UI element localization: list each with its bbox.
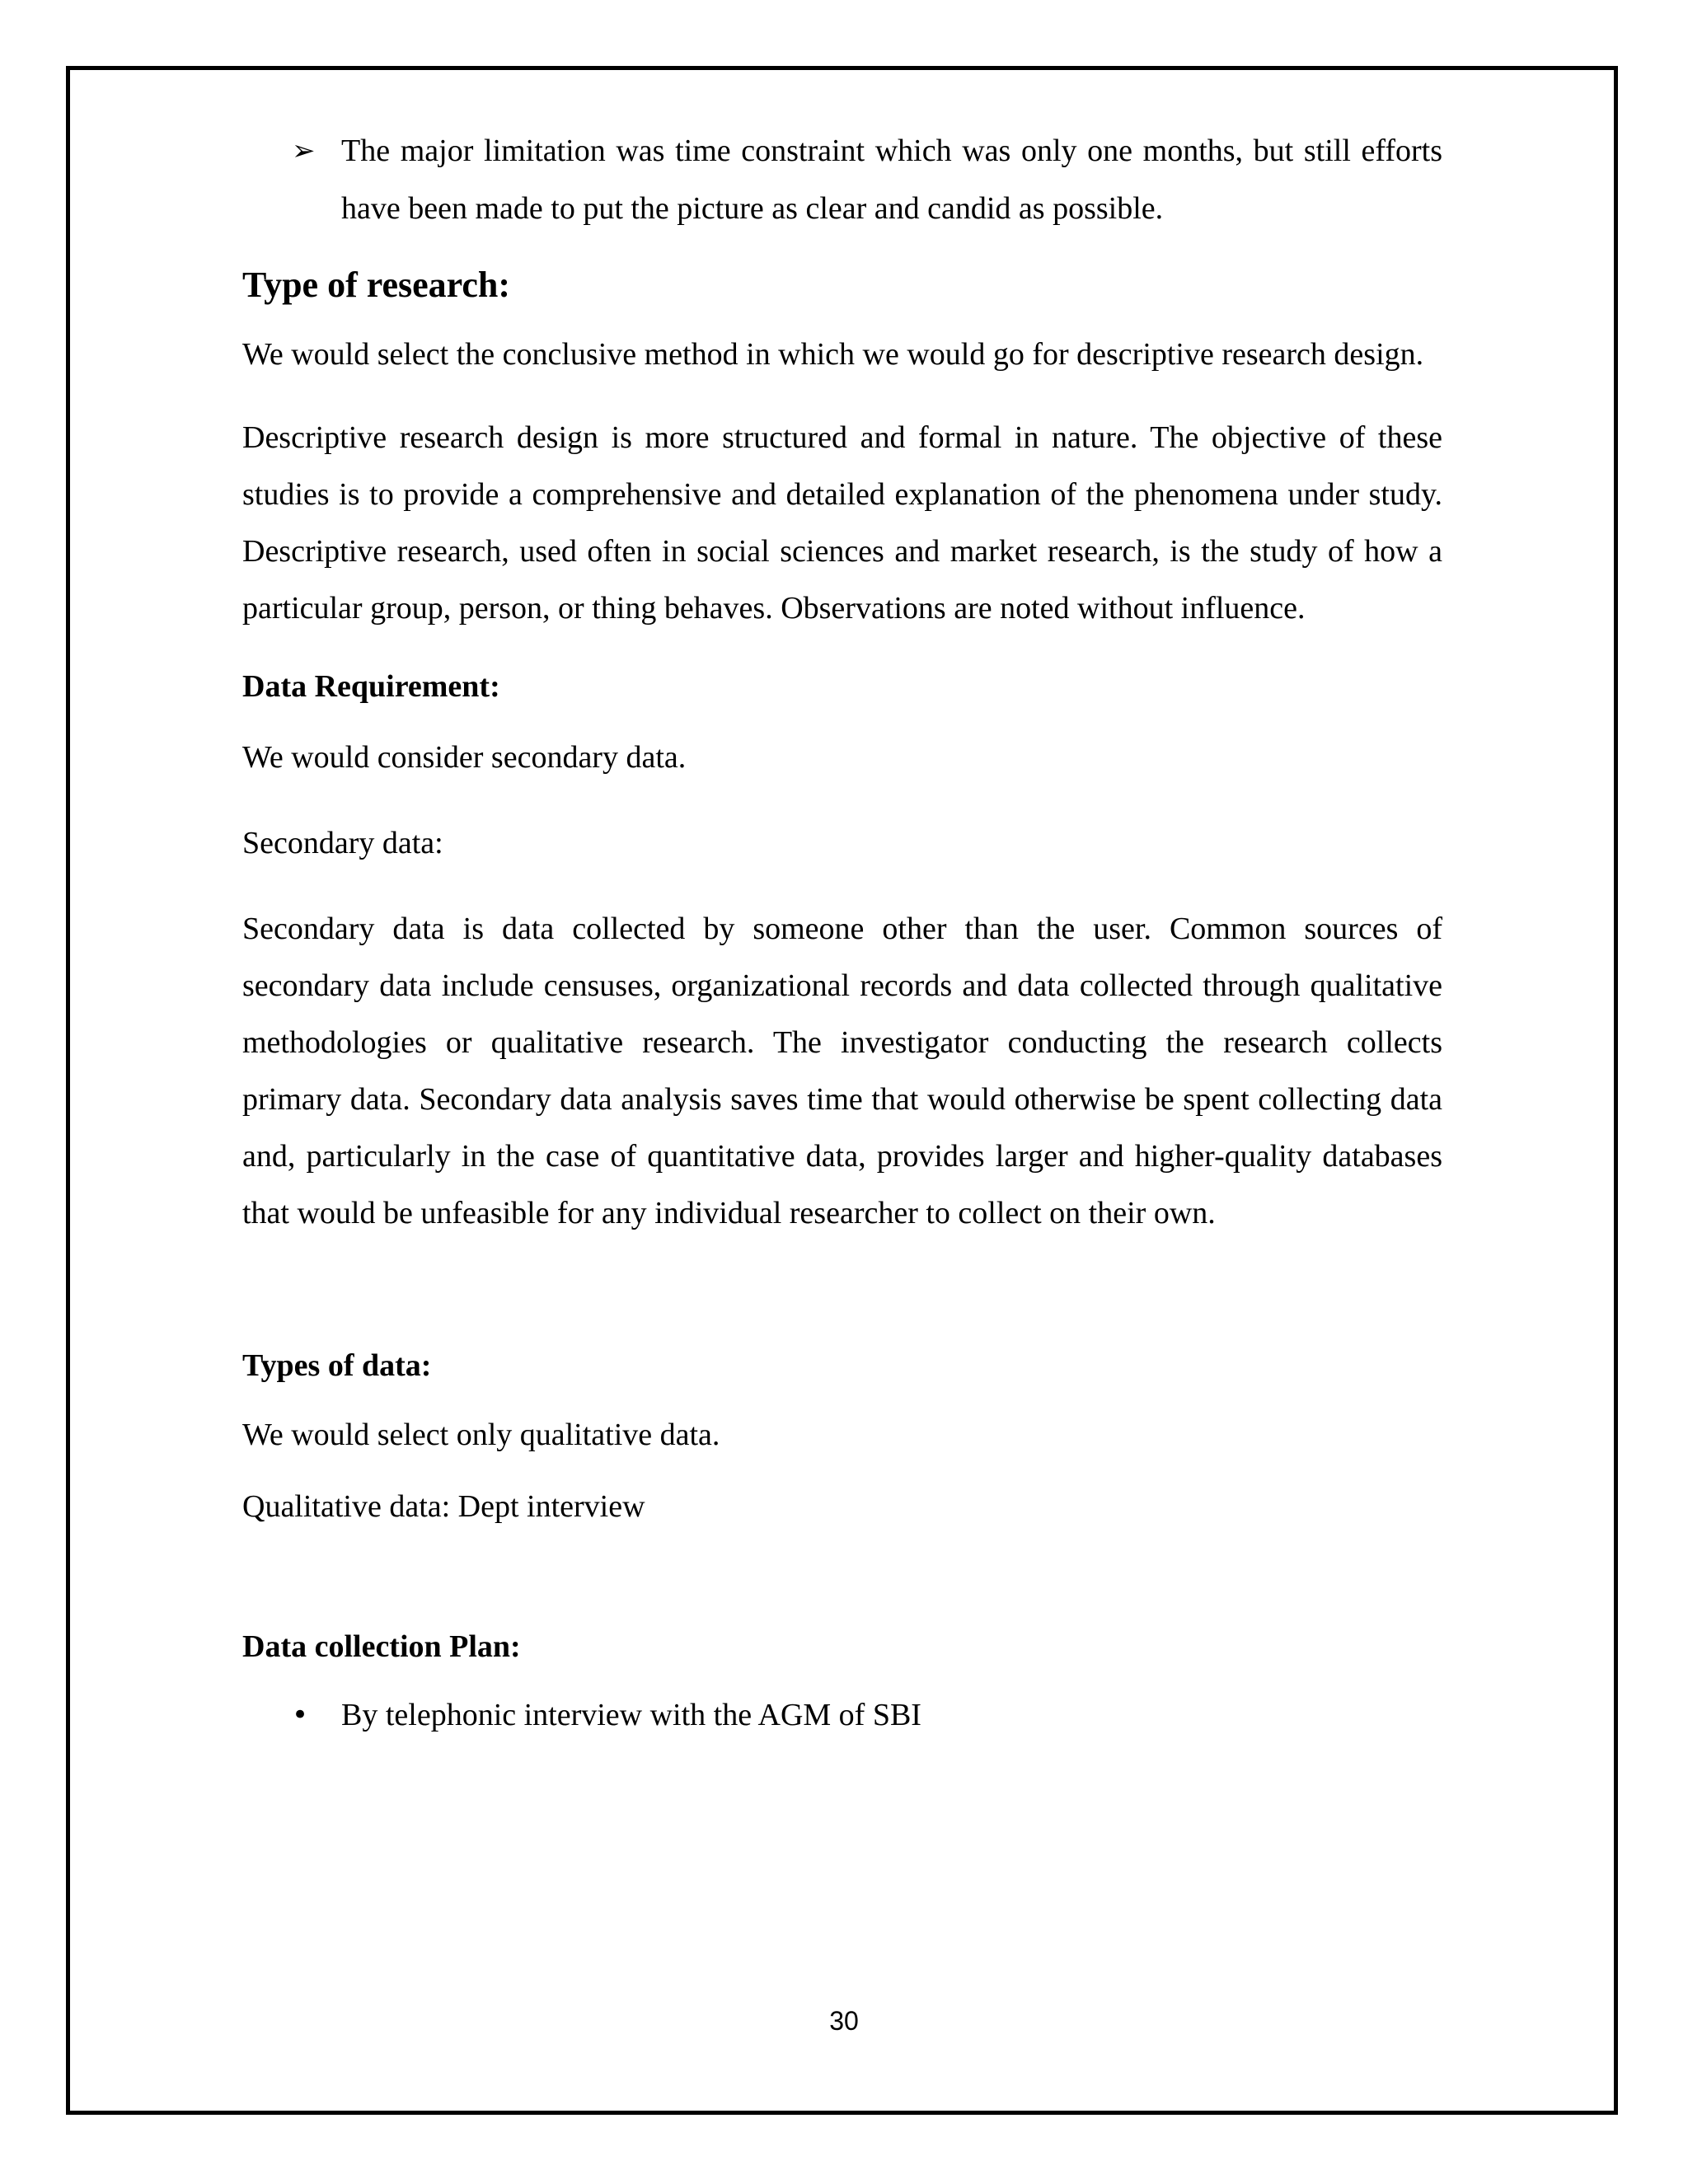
data-collection-plan-heading: Data collection Plan: (242, 1629, 521, 1664)
type-of-research-heading: Type of research: (242, 265, 511, 305)
descriptive-research-paragraph: Descriptive research design is more structured and formal in nature. The objective of these studies is to provide a comprehensive and detailed explanation of the phenomena under study. Descriptive research, used often in social sciences and market research, is the study of how a particular group, person, or thing behaves. Observations are noted without influence. (242, 420, 1442, 626)
dot-bullet-icon: • (292, 1699, 309, 1732)
secondary-data-paragraph: Secondary data is data collected by someone other than the user. Common sources of secondary data include censuses, organizational records and data collected through qualitative methodologies or qualitative research. The investigator conducting the research collects primary data. Secondary data analysis saves time that would otherwise be spent collecting data and, particularly in the case of quantitative data, provides larger and higher-quality databases that would be unfeasible for any individual researcher to collect on their own. (242, 912, 1442, 1230)
limitation-text: The major limitation was time constraint which was only one months, but still efforts have been made to put the picture as clear and candid as possible. (341, 134, 1442, 226)
data-collection-item-text: By telephonic interview with the AGM of SBI (341, 1698, 921, 1732)
page-content (242, 122, 1442, 1744)
types-of-data-heading: Types of data: (242, 1348, 432, 1383)
types-of-data-paragraph: We would select only qualitative data. (242, 1418, 720, 1452)
data-requirement-heading: Data Requirement: (242, 669, 500, 704)
qualitative-data-line: Qualitative data: Dept interview (242, 1489, 645, 1524)
limitation-bullet-item (242, 122, 1442, 237)
page-number: 30 (829, 2006, 859, 2036)
data-collection-list-item (242, 1686, 1442, 1744)
secondary-data-label: Secondary data: (242, 826, 443, 860)
type-of-research-paragraph: We would select the conclusive method in which we would go for descriptive research design. (242, 337, 1424, 372)
data-requirement-paragraph: We would consider secondary data. (242, 740, 687, 775)
arrow-bullet-icon: ➢ (292, 134, 316, 167)
